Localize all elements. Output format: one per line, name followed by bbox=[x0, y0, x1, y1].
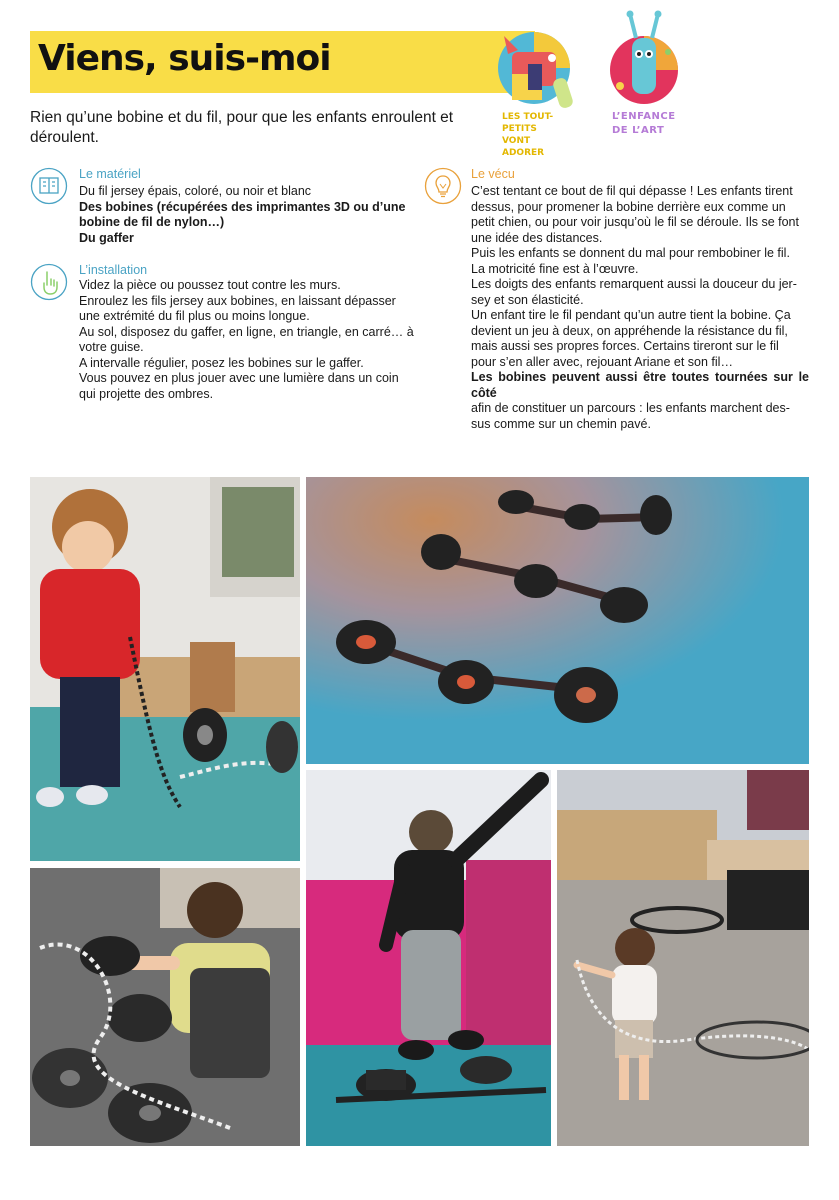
vecu-line: dessus, pour promener la bobine derrière eux comme un bbox=[471, 199, 786, 214]
photo-girl-in-hall bbox=[557, 770, 809, 1146]
vecu-line: une idée des distances. bbox=[471, 230, 603, 245]
vecu-line: devient un jeu à deux, on appréhende la résistance du fil, bbox=[471, 323, 788, 338]
photo-child-red-shirt bbox=[30, 477, 300, 861]
page-title: Viens, suis-moi bbox=[38, 38, 331, 79]
photo-child-sitting-spools bbox=[30, 868, 300, 1146]
vecu-line: sey et son élasticité. bbox=[471, 292, 584, 307]
installation-line: votre guise. bbox=[79, 340, 144, 354]
materiel-line: Du gaffer bbox=[79, 230, 134, 245]
photo-spools-on-floor bbox=[306, 477, 809, 764]
installation-line: Vous pouvez en plus jouer avec une lumière dans un coin bbox=[79, 371, 399, 385]
materiel-title: Le matériel bbox=[79, 167, 141, 181]
installation-line: Enroulez les fils jersey aux bobines, en laissant dépasser bbox=[79, 293, 396, 308]
materiel-line: Des bobines (récupérées des imprimantes 3D ou d’une bbox=[79, 199, 406, 214]
vecu-line: Les doigts des enfants remarquent aussi la douceur du jer- bbox=[471, 277, 797, 291]
enfance-art-logo-icon bbox=[606, 8, 682, 108]
vecu-line: Un enfant tire le fil pendant qu’un autre tient la bobine. Ça bbox=[471, 308, 791, 322]
installation-line: A intervalle régulier, posez les bobines sur le gaffer. bbox=[79, 355, 364, 370]
installation-line: qui projette des ombres. bbox=[79, 386, 214, 401]
vecu-text bbox=[471, 184, 809, 432]
materiel-list bbox=[79, 184, 434, 246]
vecu-line: petit chien, ou pour voir jusqu’où le fil se déroule. Ils se font bbox=[471, 215, 799, 229]
lead-text: Rien qu’une bobine et du fil, pour que les enfants enroulent et déroulent. bbox=[30, 109, 454, 146]
tout-petits-logo-icon bbox=[494, 24, 584, 110]
vecu-line: pour s’en aller avec, rejouant Ariane et son fil… bbox=[471, 354, 733, 369]
installation-title: L’installation bbox=[79, 263, 148, 277]
installation-line: une extrémité du fil plus ou moins longue. bbox=[79, 309, 310, 323]
vecu-title: Le vécu bbox=[471, 167, 515, 181]
vecu-line: La motricité fine est à l’œuvre. bbox=[471, 261, 639, 276]
enfance-art-caption: L’ENFANCE DE L’ART bbox=[612, 111, 676, 136]
vecu-line: afin de constituer un parcours : les enfants marchent des- bbox=[471, 401, 790, 415]
installation-line: Au sol, disposez du gaffer, en ligne, en triangle, en carré… à bbox=[79, 324, 414, 339]
photo-child-walking-pink-room bbox=[306, 770, 551, 1146]
materiel-icon bbox=[30, 167, 68, 205]
vecu-line: C’est tentant ce bout de fil qui dépasse ! Les enfants tirent bbox=[471, 184, 793, 198]
vecu-line: sus comme sur un chemin pavé. bbox=[471, 416, 651, 431]
hand-icon bbox=[30, 263, 68, 301]
vecu-line: Les bobines peuvent aussi être toutes tournées sur le côté bbox=[471, 370, 809, 400]
lightbulb-icon bbox=[424, 167, 462, 205]
tout-petits-caption: LES TOUT-PETITS VONT ADORER bbox=[502, 112, 554, 158]
materiel-line: Du fil jersey épais, coloré, ou noir et blanc bbox=[79, 184, 312, 198]
vecu-line: Puis les enfants se donnent du mal pour rembobiner le fil. bbox=[471, 246, 790, 260]
installation-line: Videz la pièce ou poussez tout contre les murs. bbox=[79, 278, 341, 292]
vecu-line: mais aussi ses propres forces. Certains tireront sur le fil bbox=[471, 339, 779, 353]
materiel-line: bobine de fil de nylon…) bbox=[79, 215, 225, 229]
installation-list bbox=[79, 278, 429, 402]
